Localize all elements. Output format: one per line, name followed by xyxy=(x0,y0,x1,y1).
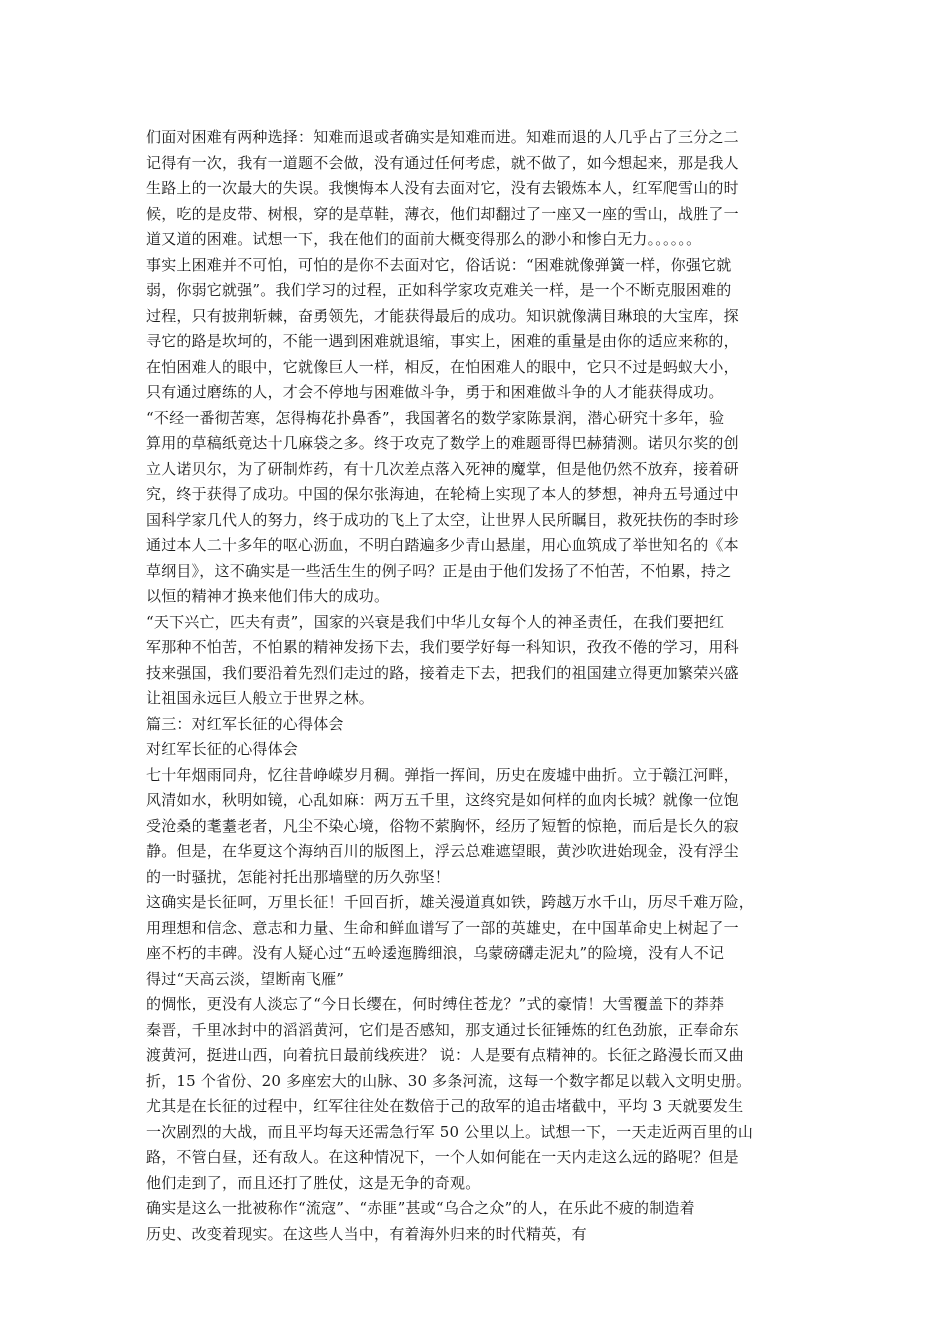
text-line: 历史、改变着现实。在这些人当中，有着海外归来的时代精英，有 xyxy=(146,1224,587,1243)
text-line: 篇三：对红军长征的心得体会 xyxy=(146,714,344,733)
text-line: 秦晋，千里冰封中的滔滔黄河，它们是否感知，那支通过长征锤炼的红色劲旅，正奉命东 xyxy=(146,1020,739,1039)
text-line: 草纲目》，这不确实是一些活生生的例子吗？正是由于他们发扬了不怕苦，不怕累，持之 xyxy=(146,561,732,580)
text-line: “天下兴亡，匹夫有责”，国家的兴衰是我们中华儿女每个人的神圣责任，在我们要把红 xyxy=(146,612,725,631)
text-line: 座不朽的丰碑。没有人疑心过“五岭逶迤腾细浪，乌蒙磅礴走泥丸”的险境，没有人不记 xyxy=(146,944,725,962)
text-line: “不经一番彻苦寒，怎得梅花扑鼻香”，我国著名的数学家陈景润，潜心研究十多年，验 xyxy=(146,408,725,427)
text-line: 道又道的困难。试想一下，我在他们的面前大概变得那么的渺小和惨白无力。。。。。。 xyxy=(146,230,702,248)
text-line: 记得有一次，我有一道题不会做，没有通过任何考虑，就不做了，如今想起来，那是我人 xyxy=(146,153,739,172)
text-line: 以恒的精神才换来他们伟大的成功。 xyxy=(146,587,390,605)
text-line: 在怕困难人的眼中，它就像巨人一样，相反，在怕困难人的眼中，它只不过是蚂蚁大小， xyxy=(146,357,739,376)
text-line: 确实是这么一批被称作“流寇”、“赤匪”甚或“乌合之众”的人，在乐此不疲的制造着 xyxy=(146,1199,695,1217)
text-line: 这确实是长征呵，万里长征！千回百折，雄关漫道真如铁，跨越万水千山，历尽千难万险， xyxy=(146,893,755,911)
text-line: 用理想和信念、意志和力量、生命和鲜血谱写了一部的英雄史，在中国革命史上树起了一 xyxy=(146,918,739,937)
text-line: 他们走到了，而且还打了胜仗，这是无争的奇观。 xyxy=(146,1173,481,1192)
text-line: 生路上的一次最大的失误。我懊悔本人没有去面对它，没有去锻炼本人，红军爬雪山的时 xyxy=(146,179,739,197)
text-line: 通过本人二十多年的呕心沥血，不明白踏遍多少青山悬崖，用心血筑成了举世知名的《本 xyxy=(146,536,739,554)
text-line: 路，不管白昼，还有敌人。在这种情况下，一个人如何能在一天内走这么远的路呢？但是 xyxy=(146,1148,739,1166)
text-line: 让祖国永远巨人般立于世界之林。 xyxy=(146,689,375,707)
text-line: 只有通过磨练的人，才会不停地与困难做斗争，勇于和困难做斗争的人才能获得成功。 xyxy=(146,383,724,401)
text-line: 国科学家几代人的努力，终于成功的飞上了太空，让世界人民所瞩目，救死扶伤的李时珍 xyxy=(146,510,739,529)
text-line: 一次剧烈的大战，而且平均每天还需急行军 50 公里以上。试想一下，一天走近两百里的山 xyxy=(146,1122,754,1141)
text-line: 受沧桑的耄耋老者，凡尘不染心境，俗物不萦胸怀，经历了短暂的惊艳，而后是长久的寂 xyxy=(146,816,739,835)
text-line: 们面对困难有两种选择：知难而退或者确实是知难而进。知难而退的人几乎占了三分之二 xyxy=(146,128,739,146)
text-line: 渡黄河，挺进山西，向着抗日最前线疾进？ 说：人是要有点精神的。长征之路漫长而又曲 xyxy=(146,1046,744,1064)
text-line: 的一时骚扰，怎能衬托出那墙壁的历久弥坚！ xyxy=(146,867,451,886)
text-line: 风清如水，秋明如镜，心乱如麻：两万五千里，这终究是如何样的血肉长城？就像一位饱 xyxy=(146,791,739,809)
text-line: 技来强国，我们要沿着先烈们走过的路，接着走下去，把我们的祖国建立得更加繁荣兴盛 xyxy=(146,663,739,682)
text-line: 军那种不怕苦，不怕累的精神发扬下去，我们要学好每一科知识，孜孜不倦的学习，用科 xyxy=(146,638,739,656)
text-line: 尤其是在长征的过程中，红军往往处在数倍于己的敌军的追击堵截中，平均 3 天就要发生 xyxy=(146,1097,744,1115)
text-line: 究，终于获得了成功。中国的保尔张海迪，在轮椅上实现了本人的梦想，神舟五号通过中 xyxy=(146,485,739,503)
text-line: 对红军长征的心得体会 xyxy=(146,740,299,758)
document-body-text xyxy=(146,125,818,1247)
text-line: 折，15 个省份、20 多座宏大的山脉、30 多条河流，这每一个数字都足以载入文明史册。 xyxy=(146,1071,752,1090)
text-line: 寻它的路是坎坷的，不能一遇到困难就退缩，事实上，困难的重量是由你的适应来称的， xyxy=(146,332,739,350)
text-line: 静。但是，在华夏这个海纳百川的版图上，浮云总难遮望眼，黄沙吹进始现金，没有浮尘 xyxy=(146,842,739,860)
text-line: 七十年烟雨同舟，忆往昔峥嵘岁月稠。弹指一挥间，历史在废墟中曲折。立于赣江河畔， xyxy=(146,765,739,784)
text-line: 过程，只有披荆斩棘，奋勇领先，才能获得最后的成功。知识就像满目琳琅的大宝库，探 xyxy=(146,306,739,325)
text-line: 算用的草稿纸竟达十几麻袋之多。终于攻克了数学上的难题哥得巴赫猜测。诺贝尔奖的创 xyxy=(146,434,739,452)
text-line: 得过“天高云淡，望断南飞雁” xyxy=(146,969,345,988)
text-line: 弱，你弱它就强”。我们学习的过程，正如科学家攻克难关一样，是一个不断克服困难的 xyxy=(146,281,732,299)
text-line: 立人诺贝尔，为了研制炸药，有十几次差点落入死神的魔掌，但是他仍然不放弃，接着研 xyxy=(146,459,739,478)
text-line: 事实上困难并不可怕，可怕的是你不去面对它，俗话说：“困难就像弹簧一样，你强它就 xyxy=(146,255,732,274)
text-line: 候，吃的是皮带、树根，穿的是草鞋，薄衣，他们却翻过了一座又一座的雪山，战胜了一 xyxy=(146,204,739,223)
text-line: 的惆怅，更没有人淡忘了“今日长缨在，何时缚住苍龙？”式的豪情！大雪覆盖下的莽莽 xyxy=(146,995,725,1013)
